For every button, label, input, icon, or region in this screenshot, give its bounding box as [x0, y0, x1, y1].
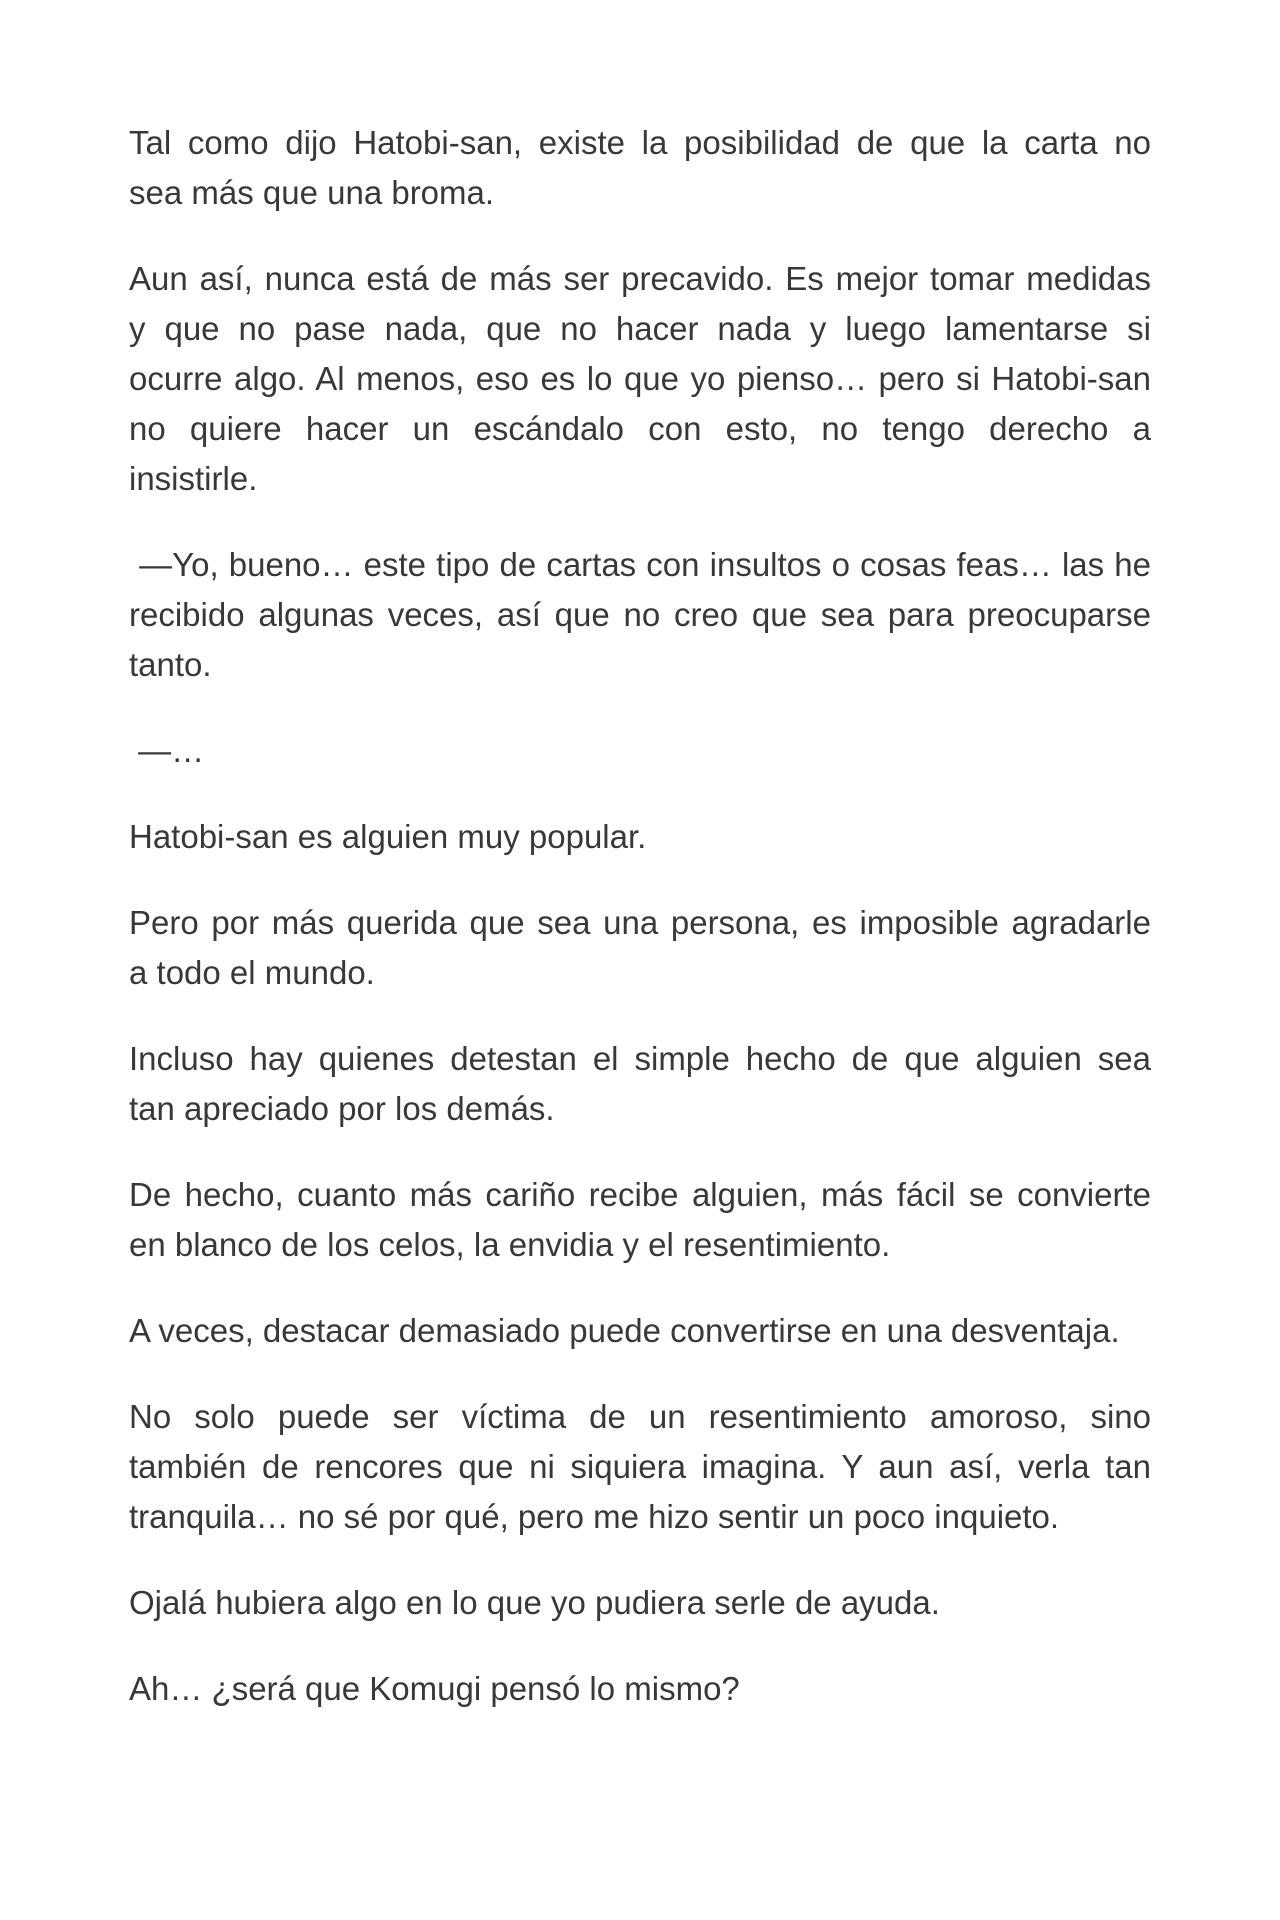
text-line: No solo puede ser víctima de un resentimiento amoroso, sino [129, 1398, 1151, 1435]
text-line: Ah… ¿será que Komugi pensó lo mismo? [129, 1670, 740, 1707]
text-line: recibido algunas veces, así que no creo que sea para preocuparse [129, 596, 1151, 633]
paragraph [129, 726, 1151, 776]
text-line: Aun así, nunca está de más ser precavido. Es mejor tomar medidas [129, 260, 1151, 297]
text-line: también de rencores que ni siquiera imagina. Y aun así, verla tan [129, 1448, 1151, 1485]
paragraph [129, 1034, 1151, 1134]
document-body [129, 118, 1151, 1714]
paragraph [129, 540, 1151, 690]
text-line: Ojalá hubiera algo en lo que yo pudiera serle de ayuda. [129, 1584, 940, 1621]
text-line: tan apreciado por los demás. [129, 1090, 555, 1127]
paragraph [129, 898, 1151, 998]
text-line: insistirle. [129, 460, 258, 497]
text-line: A veces, destacar demasiado puede convertirse en una desventaja. [129, 1312, 1120, 1349]
text-line: —Yo, bueno… este tipo de cartas con insultos o cosas feas… las he [129, 546, 1151, 583]
text-line: y que no pase nada, que no hacer nada y luego lamentarse si [129, 310, 1151, 347]
text-line: Hatobi-san es alguien muy popular. [129, 818, 647, 855]
paragraph [129, 1664, 1151, 1714]
text-line: Pero por más querida que sea una persona, es imposible agradarle [129, 904, 1151, 941]
text-line: ocurre algo. Al menos, eso es lo que yo pienso… pero si Hatobi-san [129, 360, 1151, 397]
text-line: en blanco de los celos, la envidia y el resentimiento. [129, 1226, 891, 1263]
paragraph [129, 254, 1151, 504]
text-line: —… [129, 732, 205, 769]
text-line: a todo el mundo. [129, 954, 375, 991]
paragraph [129, 1306, 1151, 1356]
text-line: Tal como dijo Hatobi-san, existe la posibilidad de que la carta no [129, 124, 1151, 161]
text-line: sea más que una broma. [129, 174, 495, 211]
paragraph [129, 118, 1151, 218]
text-line: no quiere hacer un escándalo con esto, no tengo derecho a [129, 410, 1151, 447]
text-line: tanto. [129, 646, 212, 683]
paragraph [129, 1170, 1151, 1270]
paragraph [129, 812, 1151, 862]
text-line: Incluso hay quienes detestan el simple hecho de que alguien sea [129, 1040, 1151, 1077]
paragraph [129, 1578, 1151, 1628]
paragraph [129, 1392, 1151, 1542]
text-line: De hecho, cuanto más cariño recibe alguien, más fácil se convierte [129, 1176, 1151, 1213]
text-line: tranquila… no sé por qué, pero me hizo sentir un poco inquieto. [129, 1498, 1060, 1535]
